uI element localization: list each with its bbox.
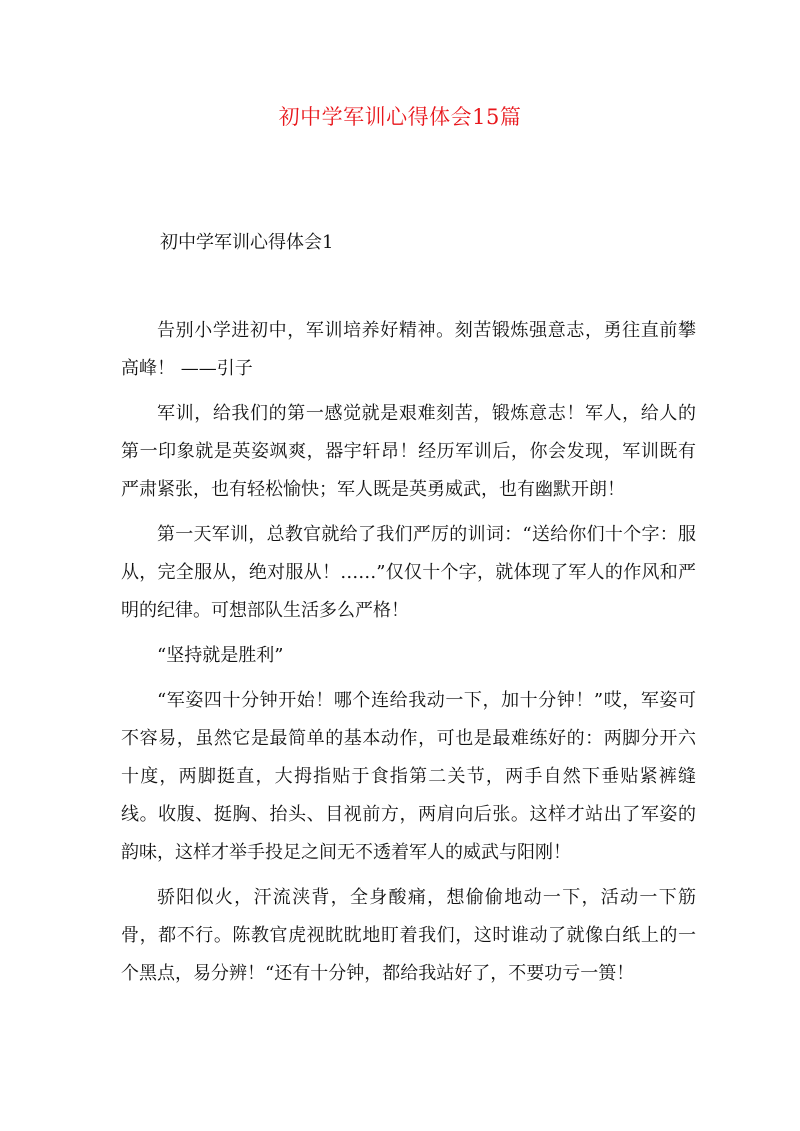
paragraph-subheading: “坚持就是胜利” xyxy=(157,645,284,666)
paragraph: 骄阳似火，汗流浃背，全身酸痛，想偷偷地动一下，活动一下筋骨，都不行。陈教官虎视眈眈地盯着我们，这时谁动了就像白纸上的一个黑点，易分辨！“还有十分钟，都给我站好了，不要功亏一篑！ xyxy=(121,887,696,984)
paragraph: 军训，给我们的第一感觉就是艰难刻苦，锻炼意志！军人，给人的第一印象就是英姿飒爽，器宇轩昂！经历军训后，你会发现，军训既有严肃紧张，也有轻松愉快；军人既是英勇威武，也有幽默开朗！ xyxy=(121,403,696,500)
paragraph: 第一天军训，总教官就给了我们严厉的训词：“送给你们十个字：服从，完全服从，绝对服从！……”仅仅十个字，就体现了军人的作风和严明的纪律。可想部队生活多么严格！ xyxy=(121,524,696,621)
document-title: 初中学军训心得体会15篇 xyxy=(278,105,522,129)
paragraph: “军姿四十分钟开始！哪个连给我动一下，加十分钟！”哎，军姿可不容易，虽然它是最简单的基本动作，可也是最难练好的：两脚分开六十度，两脚挺直，大拇指贴于食指第二关节，两手自然下垂贴紧裤缝线。收腹、挺胸、抬头、目视前方，两肩向后张。这样才站出了军姿的韵味，这样才举手投足之间无不透着军人的威武与阳刚！ xyxy=(121,690,696,863)
paragraph-intro: 告别小学进初中，军训培养好精神。刻苦锻炼强意志，勇往直前攀高峰！ ——引子 xyxy=(121,320,696,379)
document-body xyxy=(121,312,696,1000)
section-heading: 初中学军训心得体会1 xyxy=(160,232,334,253)
